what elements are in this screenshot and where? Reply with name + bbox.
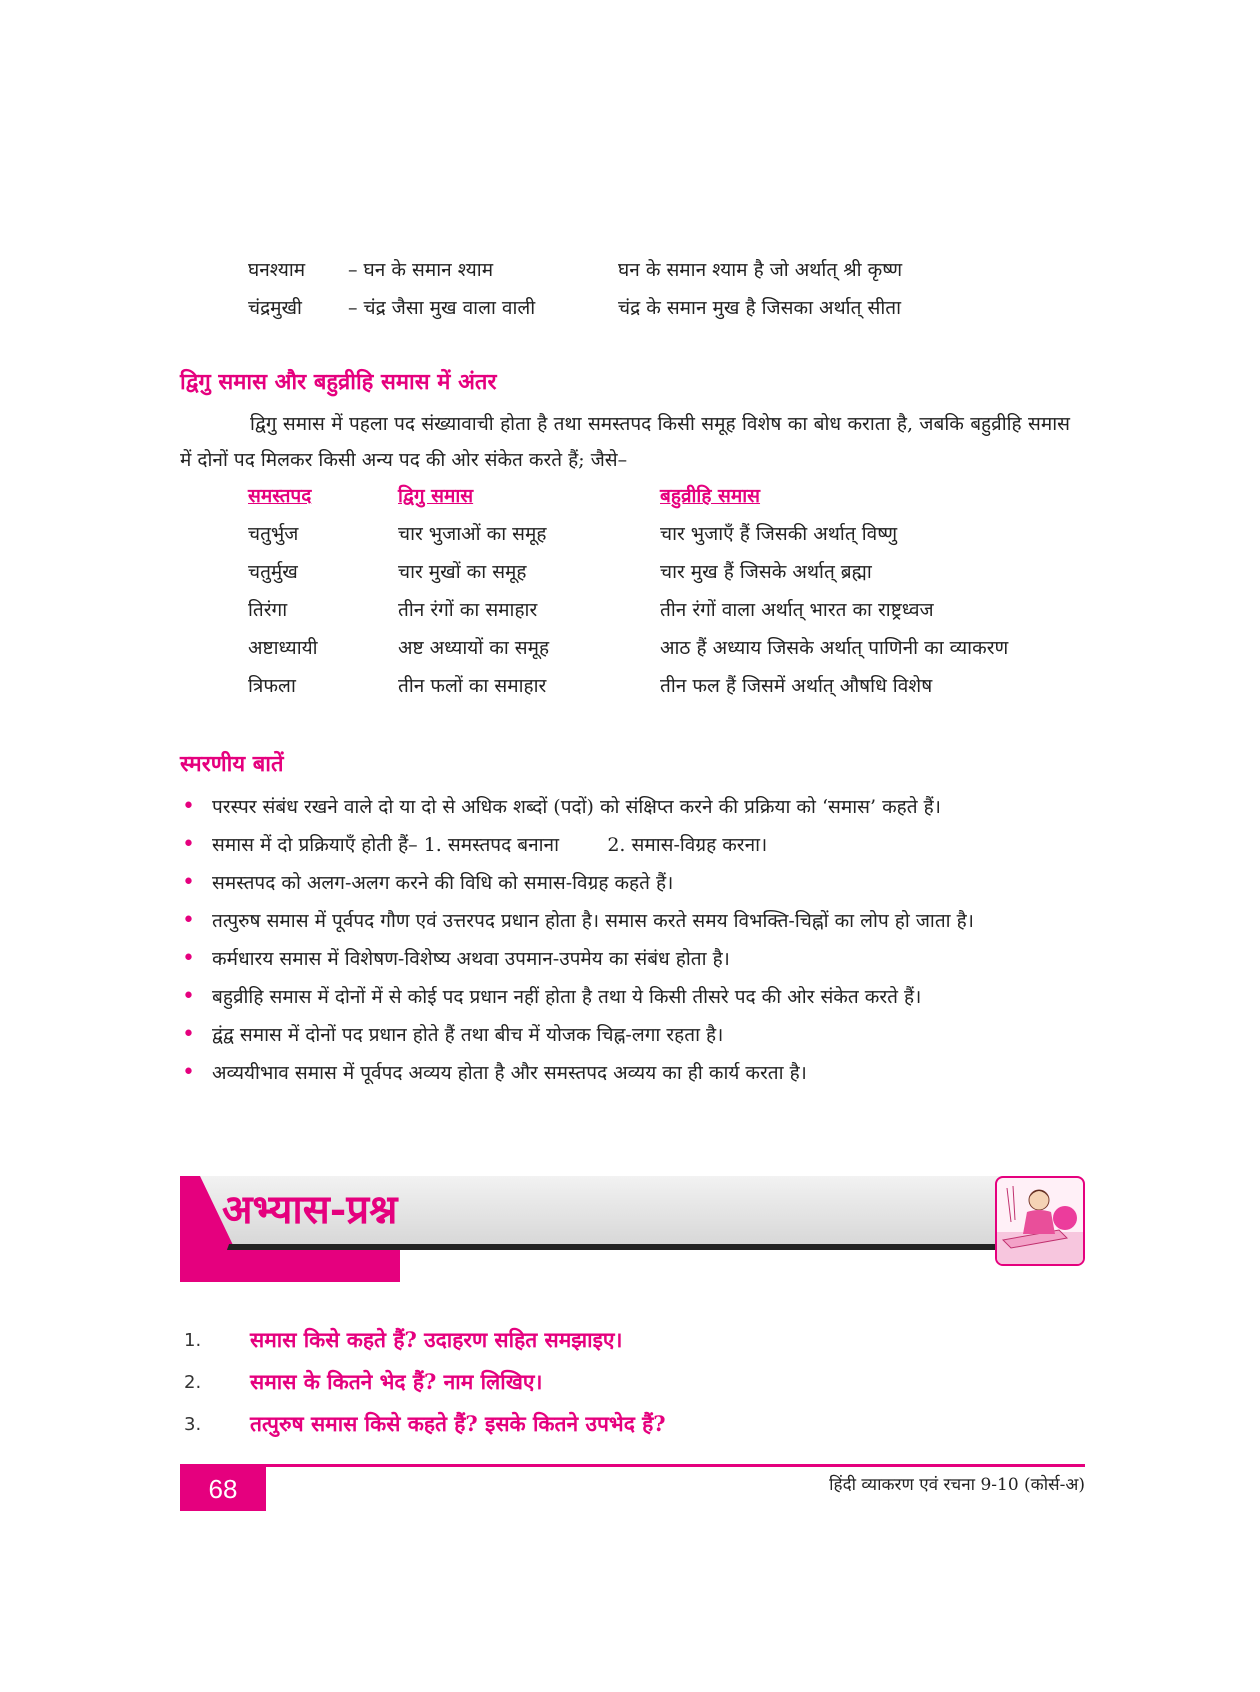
table-cell: तीन फलों का समाहार xyxy=(398,675,547,697)
question-text: समास किसे कहते हैं? उदाहरण सहित समझाइए। xyxy=(250,1327,623,1352)
table-cell: त्रिफला xyxy=(248,675,296,697)
table-cell: तीन रंगों वाला अर्थात् भारत का राष्ट्रध्वज xyxy=(660,599,934,621)
question-item xyxy=(180,1406,1080,1448)
exercise-banner xyxy=(180,1176,1085,1282)
example-bahuvrihi: चंद्र के समान मुख है जिसका अर्थात् सीता xyxy=(618,297,901,319)
banner-underline xyxy=(227,1244,1029,1250)
bullet-icon: • xyxy=(182,832,195,857)
question-number: 3. xyxy=(184,1414,202,1435)
list-item: • परस्पर संबंध रखने वाले दो या दो से अधिक शब्दों (पदों) को संक्षिप्त करने की प्रक्रिया को ‘समास’ कहते हैं। xyxy=(180,788,1080,826)
example-tatpurush: – चंद्र जैसा मुख वाला वाली xyxy=(348,297,536,319)
table-row xyxy=(248,516,1108,554)
table-row xyxy=(248,592,1108,630)
girl-studying-illustration xyxy=(997,1178,1083,1264)
question-number: 2. xyxy=(184,1372,202,1393)
section-paragraph: द्विगु समास में पहला पद संख्यावाची होता है तथा समस्तपद किसी समूह विशेष का बोध कराता है, जबकि बहुव्रीहि समास में दोनों पद मिलकर किसी अन्य पद की ओर संकेत करते हैं; जैसे– xyxy=(180,413,1070,471)
bullet-icon: • xyxy=(182,1060,195,1085)
table-cell: आठ हैं अध्याय जिसके अर्थात् पाणिनी का व्याकरण xyxy=(660,637,1009,659)
table-header: समस्तपद xyxy=(248,485,312,507)
list-item: • बहुव्रीहि समास में दोनों में से कोई पद प्रधान नहीं होता है तथा ये किसी तीसरे पद की ओर संकेत करते हैं। xyxy=(180,978,1080,1016)
table-cell: तिरंगा xyxy=(248,599,288,621)
list-item: • अव्ययीभाव समास में पूर्वपद अव्यय होता है और समस्तपद अव्यय का ही कार्य करता है। xyxy=(180,1054,1080,1092)
example-bahuvrihi: घन के समान श्याम है जो अर्थात् श्री कृष्ण xyxy=(618,259,903,281)
comparison-table xyxy=(248,478,1108,706)
table-cell: चतुर्भुज xyxy=(248,523,299,545)
bullet-icon: • xyxy=(182,908,195,933)
table-cell: तीन फल हैं जिसमें अर्थात् औषधि विशेष xyxy=(660,675,933,697)
example-word: घनश्याम xyxy=(248,259,306,281)
page-number: 68 xyxy=(180,1467,266,1511)
list-item: • कर्मधारय समास में विशेषण-विशेष्य अथवा उपमान-उपमेय का संबंध होता है। xyxy=(180,940,1080,978)
list-item: • द्वंद्व समास में दोनों पद प्रधान होते हैं तथा बीच में योजक चिह्न-लगा रहता है। xyxy=(180,1016,1080,1054)
table-row xyxy=(248,668,1108,706)
exercise-title: अभ्यास-प्रश्न xyxy=(222,1186,398,1233)
table-row xyxy=(248,630,1108,668)
list-item: • समस्तपद को अलग-अलग करने की विधि को समास-विग्रह कहते हैं। xyxy=(180,864,1080,902)
question-item xyxy=(180,1364,1080,1406)
question-item xyxy=(180,1322,1080,1364)
table-cell: चतुर्मुख xyxy=(248,561,298,583)
example-word: चंद्रमुखी xyxy=(248,297,302,319)
bullet-icon: • xyxy=(182,1022,195,1047)
question-text: समास के कितने भेद हैं? नाम लिखिए। xyxy=(250,1369,543,1394)
table-cell: चार मुखों का समूह xyxy=(398,561,527,583)
table-header: द्विगु समास xyxy=(398,485,474,507)
bullet-icon: • xyxy=(182,946,195,971)
table-cell: चार भुजाएँ हैं जिसकी अर्थात् विष्णु xyxy=(660,523,898,545)
bullet-icon: • xyxy=(182,794,195,819)
girl-studying-icon xyxy=(995,1176,1085,1266)
book-title: हिंदी व्याकरण एवं रचना 9-10 (कोर्स-अ) xyxy=(829,1475,1085,1495)
example-row xyxy=(248,288,988,326)
bullet-icon: • xyxy=(182,984,195,1009)
table-cell: अष्टाध्यायी xyxy=(248,637,318,659)
table-header-row xyxy=(248,478,1108,516)
question-text: तत्पुरुष समास किसे कहते हैं? इसके कितने उपभेद हैं? xyxy=(250,1411,666,1436)
table-cell: चार भुजाओं का समूह xyxy=(398,523,547,545)
table-cell: अष्ट अध्यायों का समूह xyxy=(398,637,550,659)
footer-divider xyxy=(180,1464,1085,1467)
example-row xyxy=(248,250,988,288)
example-tatpurush: – घन के समान श्याम xyxy=(348,259,494,281)
bullet-icon: • xyxy=(182,870,195,895)
table-cell: चार मुख हैं जिसके अर्थात् ब्रह्मा xyxy=(660,561,872,583)
remember-heading: स्मरणीय बातें xyxy=(180,751,284,777)
list-item: • समास में दो प्रक्रियाएँ होती हैं– 1. समस्तपद बनाना 2. समास-विग्रह करना। xyxy=(180,826,1080,864)
remember-list xyxy=(180,788,1080,1092)
table-row xyxy=(248,554,1108,592)
list-item: • तत्पुरुष समास में पूर्वपद गौण एवं उत्तरपद प्रधान होता है। समास करते समय विभक्ति-चिह्नों का लोप हो जाता है। xyxy=(180,902,1080,940)
table-header: बहुव्रीहि समास xyxy=(660,485,761,507)
section-heading: द्विगु समास और बहुव्रीहि समास में अंतर xyxy=(180,369,497,395)
table-cell: तीन रंगों का समाहार xyxy=(398,599,538,621)
question-number: 1. xyxy=(184,1330,202,1351)
